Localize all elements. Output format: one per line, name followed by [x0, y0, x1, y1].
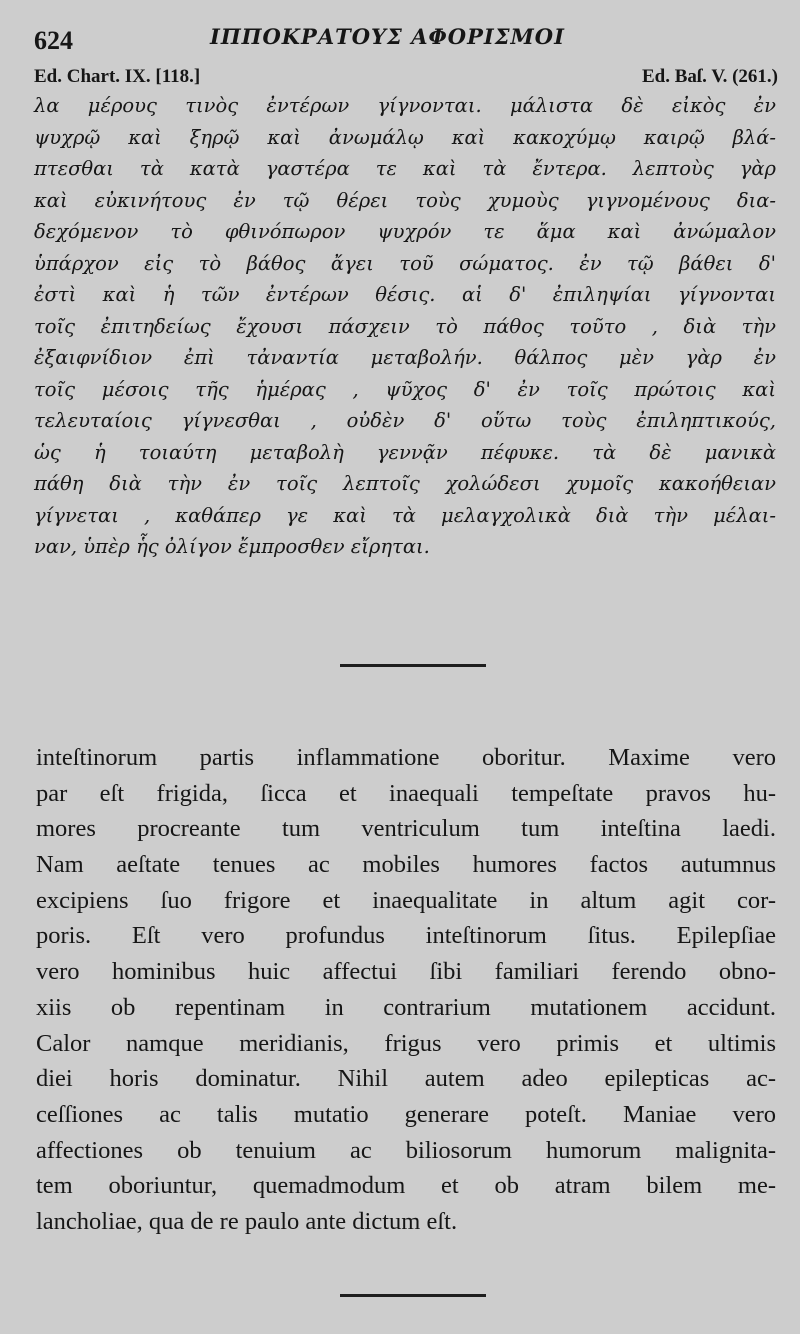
greek-line: ἐξαιφνίδιον ἐπὶ τἀναντία μεταβολήν. θάλπος μὲν γὰρ ἐν: [34, 346, 776, 369]
edition-reference-left: Ed. Chart. IX. [118.]: [34, 66, 201, 87]
greek-line: ναν, ὑπὲρ ἧς ὀλίγον ἔμπροσθεν εἴρηται.: [34, 535, 430, 558]
latin-line: lancholiae, qua de re paulo ante dictum eſt.: [36, 1207, 458, 1235]
section-divider: [340, 664, 486, 667]
latin-line: par eſt frigida, ſicca et inaequali tempeſtate pravos hu-: [36, 779, 776, 807]
greek-line: τοῖς μέσοις τῆς ἡμέρας , ψῦχος δ' ἐν τοῖς πρώτοις καὶ: [34, 377, 776, 401]
greek-line: ὡς ἡ τοιαύτη μεταβολὴ γεννᾷν πέφυκε. τὰ δὲ μανικὰ: [34, 440, 776, 464]
running-title: ΙΠΠΟΚΡΑΤΟΥΣ ΑΦΟΡΙΣΜΟΙ: [210, 24, 565, 49]
latin-line: poris. Eſt vero profundus inteſtinorum ſitus. Epilepſiae: [36, 922, 776, 950]
latin-line: xiis ob repentinam in contrarium mutationem accidunt.: [36, 993, 776, 1021]
latin-line: excipiens ſuo frigore et inaequalitate in altum agit cor-: [36, 886, 776, 914]
greek-line: καὶ εὐκινήτους ἐν τῷ θέρει τοὺς χυμοὺς γιγνομένους δια-: [34, 188, 776, 212]
greek-line: πάθη διὰ τὴν ἐν τοῖς λεπτοῖς χολώδεσι χυμοῖς κακοήθειαν: [34, 472, 776, 495]
greek-line: τελευταίοις γίγνεσθαι , οὐδὲν δ' οὕτω τοὺς ἐπιληπτικούς,: [34, 409, 776, 432]
greek-line: πτεσθαι τὰ κατὰ γαστέρα τε καὶ τὰ ἔντερα. λεπτοὺς γὰρ: [34, 157, 776, 180]
greek-line: δεχόμενον τὸ φθινόπωρον ψυχρόν τε ἅμα καὶ ἀνώμαλον: [34, 220, 776, 243]
edition-reference-right: Ed. Baſ. V. (261.): [641, 66, 778, 87]
latin-line: affectiones ob tenuium ac biliosorum humorum malignita-: [36, 1136, 776, 1164]
latin-line: mores procreante tum ventriculum tum inteſtina laedi.: [36, 815, 776, 843]
greek-text-block: [34, 90, 776, 563]
greek-line: ὑπάρχον εἰς τὸ βάθος ἄγει τοῦ σώματος. ἐν τῷ βάθει δ': [34, 251, 776, 275]
section-divider: [340, 1294, 486, 1297]
latin-line: ceſſiones ac talis mutatio generare poteſt. Maniae vero: [36, 1100, 776, 1128]
greek-line: γίγνεται , καθάπερ γε καὶ τὰ μελαγχολικὰ διὰ τὴν μέλαι-: [34, 503, 776, 527]
greek-line: ἐστὶ καὶ ἡ τῶν ἐντέρων θέσις. αἱ δ' ἐπιληψίαι γίγνονται: [34, 283, 776, 306]
latin-line: vero hominibus huic affectui ſibi familiari ferendo obno-: [36, 958, 776, 986]
latin-line: Calor namque meridianis, frigus vero primis et ultimis: [36, 1029, 776, 1057]
latin-line: tem oboriuntur, quemadmodum et ob atram bilem me-: [36, 1172, 776, 1200]
page-number: 624: [34, 26, 73, 55]
greek-line: λα μέρους τινὸς ἐντέρων γίγνονται. μάλιστα δὲ εἰκὸς ἐν: [34, 94, 776, 117]
latin-line: diei horis dominatur. Nihil autem adeo epilepticas ac-: [36, 1065, 776, 1093]
latin-text-block: [36, 740, 776, 1240]
greek-line: τοῖς ἐπιτηδείως ἔχουσι πάσχειν τὸ πάθος τοῦτο , διὰ τὴν: [34, 314, 776, 338]
greek-line: ψυχρῷ καὶ ξηρῷ καὶ ἀνωμάλῳ καὶ κακοχύμῳ καιρῷ βλά-: [34, 125, 776, 149]
latin-line: inteſtinorum partis inflammatione oboritur. Maxime vero: [36, 744, 776, 771]
latin-line: Nam aeſtate tenues ac mobiles humores factos autumnus: [36, 851, 776, 879]
